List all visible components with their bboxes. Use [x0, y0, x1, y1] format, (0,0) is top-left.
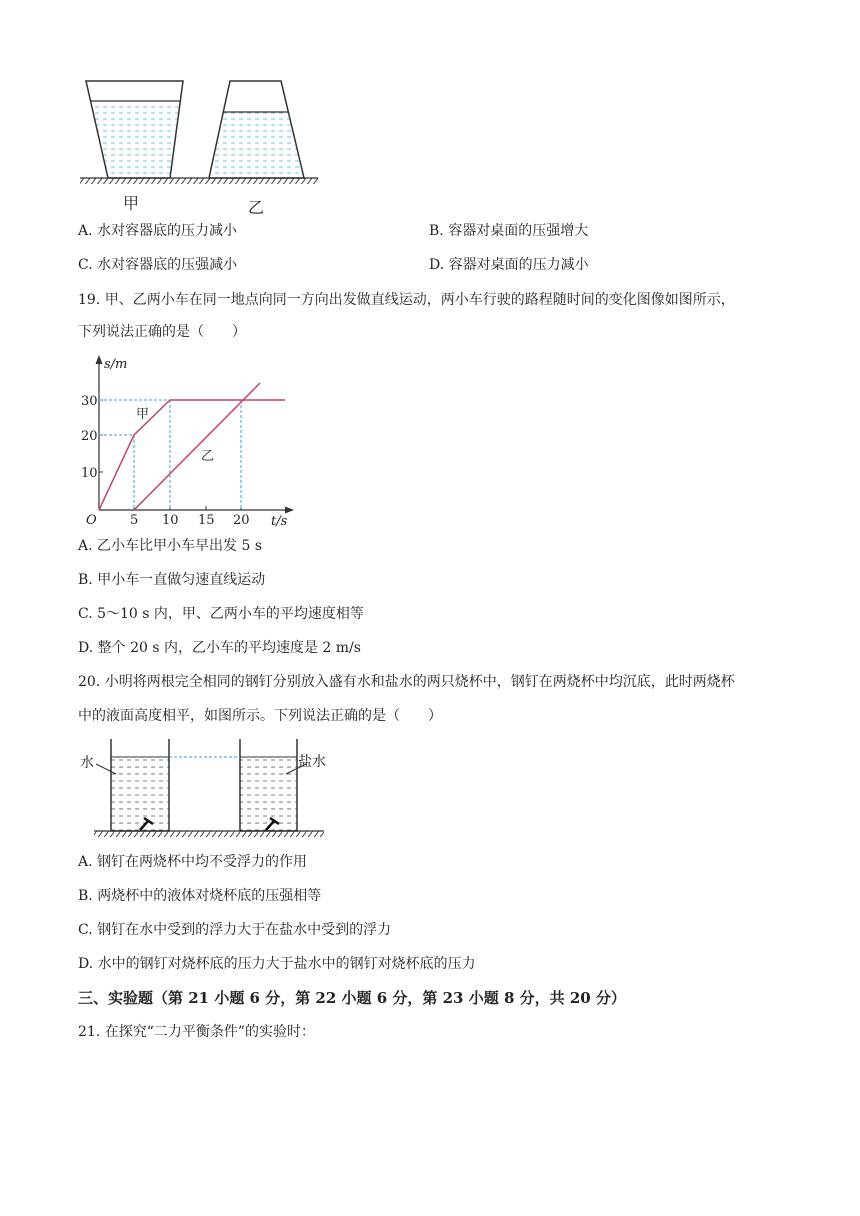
label-water: 水	[80, 755, 94, 771]
series-jia-line	[99, 400, 285, 510]
y-tick-30: 30	[81, 394, 98, 409]
section-heading: 三、实验题（第 21 小题 6 分，第 22 小题 6 分，第 23 小题 8 分，共 20 分）	[78, 989, 626, 1007]
q20-option-d: D. 水中的钢钉对烧杯底的压力大于盐水中的钢钉对烧杯底的压力	[78, 956, 476, 972]
series-jia-label: 甲	[136, 407, 150, 422]
figure-beakers	[78, 736, 328, 844]
x-tick-5: 5	[130, 513, 139, 528]
q20-option-a: A. 钢钉在两烧杯中均不受浮力的作用	[78, 854, 308, 870]
x-tick-20: 20	[233, 513, 250, 528]
x-tick-15: 15	[198, 513, 215, 528]
q19-stem-line1: 19. 甲、乙两小车在同一地点向同一方向出发做直线运动，两小车行驶的路程随时间的变化图像如图所示，	[78, 292, 735, 308]
q19-option-a: A. 乙小车比甲小车早出发 5 s	[78, 538, 263, 554]
origin-label: O	[86, 513, 97, 528]
figure-containers	[78, 74, 322, 220]
q18-option-d: D. 容器对桌面的压力减小	[429, 257, 589, 273]
q20-option-c: C. 钢钉在水中受到的浮力大于在盐水中受到的浮力	[78, 922, 392, 938]
q18-option-c: C. 水对容器底的压强减小	[78, 257, 238, 273]
label-jia: 甲	[123, 194, 140, 213]
q18-option-b: B. 容器对桌面的压强增大	[429, 223, 589, 239]
x-tick-10: 10	[162, 513, 179, 528]
q19-option-c: C. 5～10 s 内，甲、乙两小车的平均速度相等	[78, 606, 364, 622]
series-yi-label: 乙	[201, 449, 215, 464]
y-tick-10: 10	[81, 466, 98, 481]
x-axis-label: t/s	[271, 514, 288, 529]
label-salt-water: 盐水	[298, 754, 326, 770]
q21-stem: 21. 在探究“二力平衡条件”的实验时：	[78, 1024, 316, 1040]
q20-stem-line1: 20. 小明将两根完全相同的钢钉分别放入盛有水和盐水的两只烧杯中，钢钉在两烧杯中均沉底，此时两烧杯	[78, 674, 735, 690]
q19-stem-line2: 下列说法正确的是（ ）	[78, 324, 246, 340]
q20-option-b: B. 两烧杯中的液体对烧杯底的压强相等	[78, 888, 322, 904]
q19-option-b: B. 甲小车一直做匀速直线运动	[78, 572, 266, 588]
q20-stem-line2: 中的液面高度相平，如图所示。下列说法正确的是（ ）	[78, 708, 442, 724]
q19-option-d: D. 整个 20 s 内，乙小车的平均速度是 2 m/s	[78, 640, 361, 656]
st-graph	[78, 352, 300, 532]
y-axis-label: s/m	[104, 357, 128, 372]
y-tick-20: 20	[81, 429, 98, 444]
q18-option-a: A. 水对容器底的压力减小	[78, 223, 238, 239]
label-yi: 乙	[248, 198, 265, 217]
